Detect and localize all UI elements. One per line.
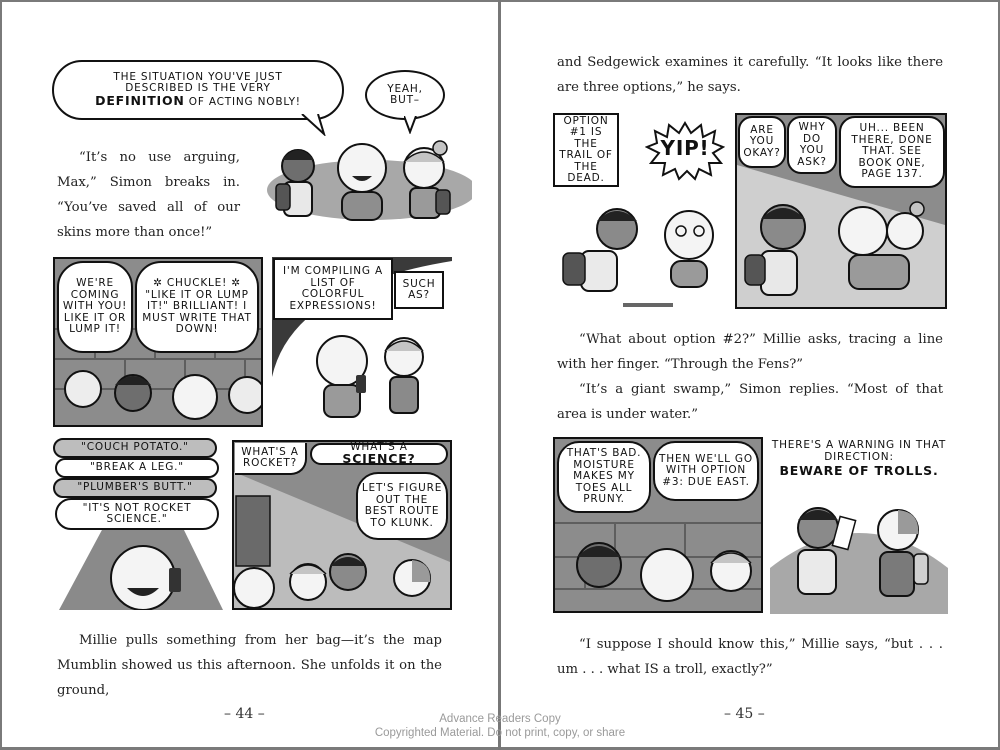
- speech-bubble-definition: [52, 60, 344, 120]
- comic-panel-r1: [553, 113, 731, 309]
- speech-bubble-whats-a-science: [310, 440, 448, 466]
- bubble-text: WE'RE COMING WITH YOU! LIKE IT OR LUMP IT!: [62, 277, 128, 336]
- yip-text: YIP!: [660, 136, 710, 160]
- bubble-text: WHAT'S A ROCKET?: [241, 445, 299, 469]
- expression-pill: [53, 438, 217, 458]
- expression-pill: [55, 458, 219, 478]
- right-paragraph-4: [557, 632, 943, 682]
- caption-warning: [770, 440, 948, 477]
- paragraph-text: and Sedgewick examines it carefully. “It looks like there are three options,” he says.: [557, 55, 943, 95]
- right-paragraph-1: [557, 50, 943, 100]
- pill-text: "IT'S NOT ROCKET SCIENCE.": [82, 501, 192, 525]
- comic-panel-4: [232, 440, 452, 610]
- caption-text: THERE'S A WARNING IN THAT DIRECTION:: [771, 439, 947, 463]
- paragraph-text: “What about option #2?” Millie asks, tracing a line with her finger. “Through the Fens?”: [557, 332, 943, 372]
- speech-bubble-chuckle: [135, 261, 259, 353]
- bubble-text: LET'S FIGURE OUT THE BEST ROUTE TO KLUNK.: [361, 482, 443, 529]
- comic-panel-2: [272, 257, 452, 427]
- bubble-line: [95, 92, 301, 109]
- left-paragraph-1: [57, 145, 240, 245]
- pill-text: "PLUMBER'S BUTT.": [77, 481, 193, 494]
- bubble-text: [316, 442, 442, 467]
- caption-emphasis: BEWARE OF TROLLS.: [779, 463, 939, 478]
- comic-panel-3: [53, 438, 223, 610]
- speech-bubble-pruny: [557, 441, 651, 513]
- bubble-text: WHY DO YOU ASK?: [797, 121, 827, 168]
- bubble-line: THE SITUATION YOU'VE JUST: [113, 70, 283, 83]
- bubble-emphasis: SCIENCE?: [342, 451, 416, 466]
- comic-panel-1: [53, 257, 263, 427]
- bubble-text: UH... BEEN THERE, DONE THAT. SEE BOOK ONE, PAGE 137.: [851, 122, 933, 181]
- right-paragraph-2: [557, 327, 943, 427]
- pill-text: "BREAK A LEG.": [90, 461, 184, 474]
- bubble-text: ✲ CHUCKLE! ✲ "LIKE IT OR LUMP IT!" BRILLIANT! I MUST WRITE THAT DOWN!: [142, 277, 252, 336]
- paragraph-text: “I suppose I should know this,” Millie says, “but . . . um . . . what IS a troll, exactly?”: [557, 637, 943, 677]
- comic-panel-r4: [770, 438, 948, 614]
- caption-text: OPTION #1 IS THE TRAIL OF THE DEAD.: [559, 114, 613, 184]
- expression-pill: [53, 478, 217, 498]
- bubble-tail: [300, 114, 330, 136]
- bubble-text: ARE YOU OKAY?: [743, 123, 781, 159]
- bubble-tail: [404, 116, 418, 134]
- page-number-right: – 45 –: [724, 706, 765, 722]
- pill-text: "COUCH POTATO.": [81, 441, 189, 454]
- bubble-text: THAT'S BAD. MOISTURE MAKES MY TOES ALL PRUNY.: [566, 447, 642, 506]
- speech-bubble-route-to-klunk: [356, 472, 448, 540]
- speech-bubble-yeah-but: [365, 70, 445, 120]
- page-number-left: – 44 –: [224, 706, 265, 722]
- bubble-text: SUCH AS?: [402, 277, 436, 301]
- bubble-line-rest: OF ACTING NOBLY!: [184, 95, 301, 108]
- bubble-text: I'M COMPILING A LIST OF COLORFUL EXPRESSIONS!: [283, 265, 383, 312]
- speech-bubble-option-3: [653, 441, 759, 501]
- three-kids-illustration: [262, 128, 472, 228]
- paragraph-text: “It’s no use arguing, Max,” Simon breaks in. “You’ve saved all of our skins more than once!”: [57, 150, 240, 240]
- paragraph-text: Millie pulls something from her bag—it’s the map Mumblin showed us this afternoon. She unfolds it on the ground,: [57, 633, 442, 698]
- speech-box-compiling: [273, 258, 393, 320]
- speech-box-whats-a-rocket: [235, 443, 307, 475]
- comic-panel-r2: [735, 113, 947, 309]
- bubble-text-prefix: WHAT'S A: [350, 440, 408, 453]
- watermark-line: Copyrighted Material. Do not print, copy, or share: [374, 727, 626, 739]
- speech-box-such-as: [394, 271, 444, 309]
- advance-copy-watermark: [350, 712, 650, 740]
- panel-art: [770, 488, 948, 614]
- page-gutter: [498, 0, 501, 750]
- comic-panel-r3: [553, 437, 763, 613]
- bubble-line: DESCRIBED IS THE VERY: [125, 82, 271, 95]
- caption-box-option-1: [553, 113, 619, 187]
- bubble-text: YEAH, BUT–: [387, 82, 423, 106]
- paragraph-text: “It’s a giant swamp,” Simon replies. “Most of that area is under water.”: [557, 382, 943, 422]
- speech-bubble-been-there: [839, 116, 945, 188]
- bubble-text: THEN WE'LL GO WITH OPTION #3: DUE EAST.: [659, 452, 753, 488]
- speech-bubble-why-do-you-ask: [787, 116, 837, 174]
- bubble-emphasis: DEFINITION: [95, 92, 185, 108]
- watermark-line: Advance Readers Copy: [439, 713, 561, 725]
- speech-bubble-coming-with-you: [57, 261, 133, 353]
- left-paragraph-2: [57, 628, 442, 703]
- expression-pill: [55, 498, 219, 530]
- speech-bubble-are-you-okay: [738, 116, 786, 168]
